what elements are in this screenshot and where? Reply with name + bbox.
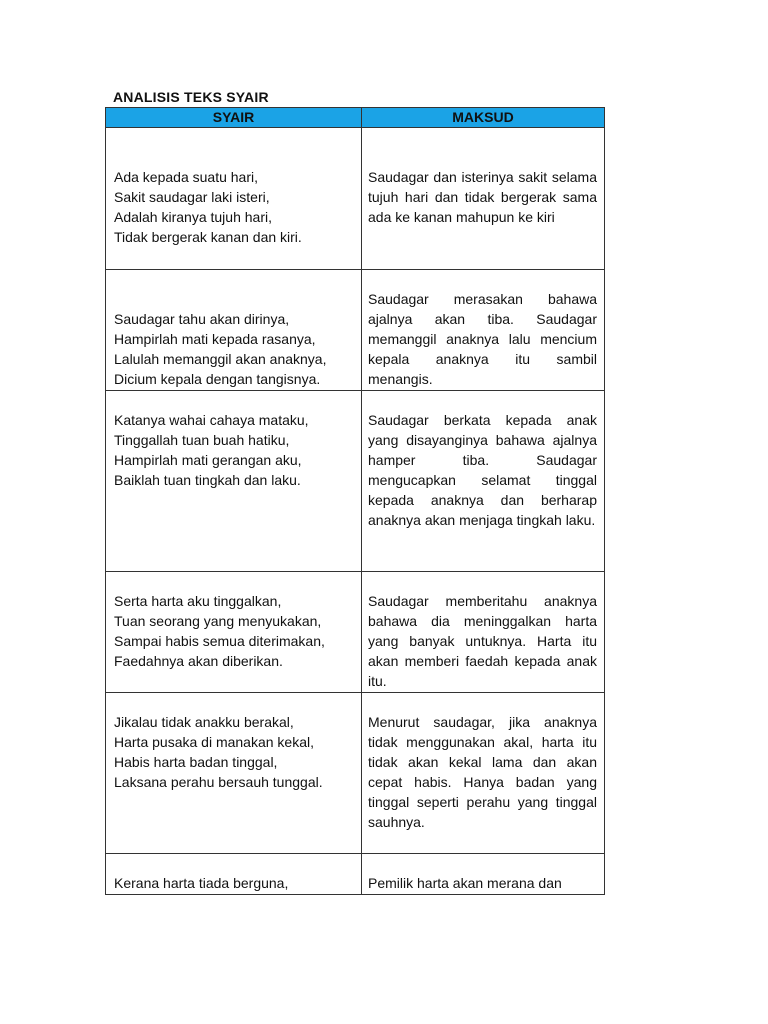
table-row xyxy=(106,693,605,854)
column-header-maksud: MAKSUD xyxy=(362,108,605,128)
syair-line: Harta pusaka di manakan kekal, xyxy=(114,734,314,750)
table-row xyxy=(106,270,605,391)
syair-cell xyxy=(106,391,362,572)
syair-line: Tinggallah tuan buah hatiku, xyxy=(114,432,290,448)
syair-line: Sampai habis semua diterimakan, xyxy=(114,633,325,649)
table-row xyxy=(106,391,605,572)
maksud-text: Pemilik harta akan merana dan xyxy=(368,875,562,891)
syair-cell xyxy=(106,270,362,391)
table-row xyxy=(106,572,605,693)
column-header-syair: SYAIR xyxy=(106,108,362,128)
syair-line: Saudagar tahu akan dirinya, xyxy=(114,311,290,327)
syair-line: Serta harta aku tinggalkan, xyxy=(114,593,282,609)
syair-line: Laksana perahu bersauh tunggal. xyxy=(114,774,323,790)
syair-line: Hampirlah mati gerangan aku, xyxy=(114,452,302,468)
maksud-cell xyxy=(362,572,605,693)
syair-line: Faedahnya akan diberikan. xyxy=(114,653,283,669)
syair-line: Ada kepada suatu hari, xyxy=(114,169,258,185)
syair-line: Hampirlah mati kepada rasanya, xyxy=(114,331,316,347)
maksud-text: Saudagar memberitahu anaknya bahawa dia meninggalkan harta yang banyak untuknya. Harta itu akan memberi faedah kepada anak itu. xyxy=(368,593,597,689)
syair-line: Dicium kepala dengan tangisnya. xyxy=(114,371,321,387)
maksud-cell xyxy=(362,854,605,895)
syair-cell xyxy=(106,693,362,854)
maksud-cell xyxy=(362,391,605,572)
syair-line: Jikalau tidak anakku berakal, xyxy=(114,714,294,730)
maksud-text: Saudagar berkata kepada anak yang disayanginya bahawa ajalnya hamper tiba. Saudagar mengucapkan selamat tinggal kepada anaknya dan berharap anaknya akan menjaga tingkah laku. xyxy=(368,412,597,528)
syair-line: Tuan seorang yang menyukakan, xyxy=(114,613,322,629)
maksud-cell xyxy=(362,693,605,854)
syair-line: Habis harta badan tinggal, xyxy=(114,754,278,770)
maksud-cell xyxy=(362,270,605,391)
syair-analysis-table xyxy=(105,107,605,895)
syair-cell xyxy=(106,128,362,270)
syair-line: Lalulah memanggil akan anaknya, xyxy=(114,351,327,367)
syair-cell xyxy=(106,854,362,895)
syair-cell xyxy=(106,572,362,693)
syair-line: Tidak bergerak kanan dan kiri. xyxy=(114,229,302,245)
syair-line: Adalah kiranya tujuh hari, xyxy=(114,209,272,225)
syair-line: Kerana harta tiada berguna, xyxy=(114,875,289,891)
syair-line: Sakit saudagar laki isteri, xyxy=(114,189,270,205)
table-header-row xyxy=(106,108,605,128)
document-title: ANALISIS TEKS SYAIR xyxy=(113,89,269,105)
maksud-text: Saudagar dan isterinya sakit selama tujuh hari dan tidak bergerak sama ada ke kanan mahupun ke kiri xyxy=(368,169,597,225)
syair-line: Katanya wahai cahaya mataku, xyxy=(114,412,309,428)
syair-line: Baiklah tuan tingkah dan laku. xyxy=(114,472,301,488)
maksud-text: Saudagar merasakan bahawa ajalnya akan tiba. Saudagar memanggil anaknya lalu mencium kepala anaknya itu sambil menangis. xyxy=(368,291,597,387)
maksud-cell xyxy=(362,128,605,270)
table-row xyxy=(106,128,605,270)
maksud-text: Menurut saudagar, jika anaknya tidak menggunakan akal, harta itu tidak akan kekal lama dan akan cepat habis. Hanya badan yang tinggal seperti perahu yang tinggal sauhnya. xyxy=(368,714,597,830)
table-row xyxy=(106,854,605,895)
